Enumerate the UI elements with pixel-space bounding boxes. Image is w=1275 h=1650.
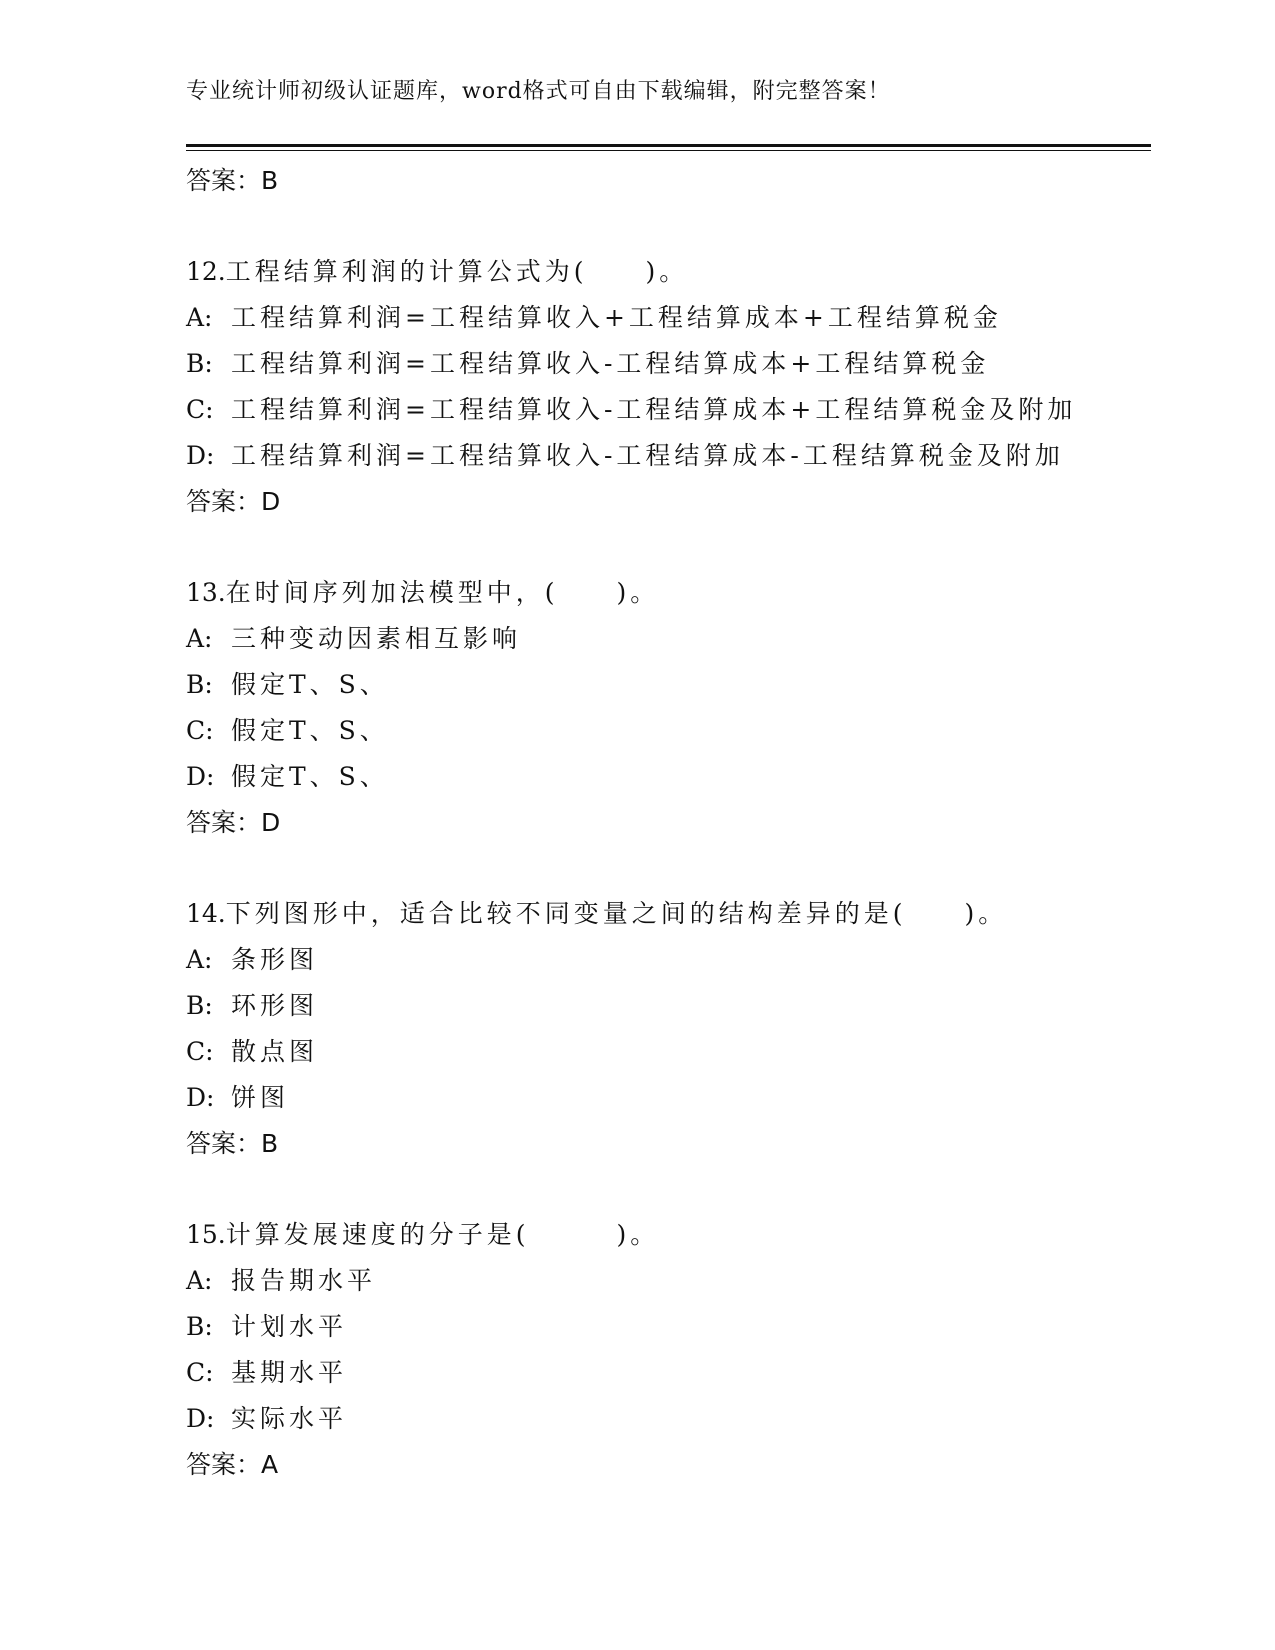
question-number: 12. [186, 257, 226, 286]
option-b [186, 662, 1151, 708]
option-text: 计划水平 [231, 1312, 348, 1341]
question-block [186, 1212, 1151, 1488]
option-text: 假定T、S、 [231, 716, 389, 745]
question-number: 14. [186, 899, 226, 928]
option-key: B: [186, 991, 213, 1020]
option-a [186, 1258, 1151, 1304]
question-answer [186, 479, 1151, 525]
answer-value: D [261, 808, 281, 837]
option-text: 实际水平 [231, 1404, 348, 1433]
header-rule-thick [186, 144, 1151, 147]
page-header: 专业统计师初级认证题库，word格式可自由下载编辑，附完整答案！ [186, 79, 891, 104]
option-d [186, 1396, 1151, 1442]
option-b [186, 341, 1151, 387]
option-text: 工程结算利润=工程结算收入-工程结算成本+工程结算税金 [231, 349, 990, 378]
option-key: D: [186, 441, 215, 470]
previous-answer [186, 158, 1151, 204]
question-answer [186, 800, 1151, 846]
option-key: C: [186, 1358, 214, 1387]
answer-label: 答案： [186, 487, 262, 516]
question-block [186, 570, 1151, 846]
option-a [186, 937, 1151, 983]
option-text: 工程结算利润=工程结算收入-工程结算成本+工程结算税金及附加 [231, 395, 1077, 424]
question-text: 计算发展速度的分子是( )。 [225, 1220, 660, 1249]
option-a [186, 616, 1151, 662]
question-text: 下列图形中，适合比较不同变量之间的结构差异的是( )。 [225, 899, 1008, 928]
spacer [186, 525, 1151, 570]
option-key: B: [186, 349, 213, 378]
answer-label: 答案： [186, 808, 262, 837]
spacer [186, 1167, 1151, 1212]
question-text: 工程结算利润的计算公式为( )。 [225, 257, 689, 286]
spacer [186, 204, 1151, 249]
option-b [186, 1304, 1151, 1350]
option-text: 散点图 [231, 1037, 319, 1066]
option-text: 基期水平 [231, 1358, 348, 1387]
question-answer [186, 1121, 1151, 1167]
question-stem [186, 249, 1151, 295]
question-text: 在时间序列加法模型中，( )。 [225, 578, 660, 607]
question-answer [186, 1442, 1151, 1488]
option-key: A: [186, 1266, 213, 1295]
question-block [186, 249, 1151, 525]
option-key: B: [186, 670, 213, 699]
option-d [186, 433, 1151, 479]
answer-value: D [261, 487, 281, 516]
question-stem [186, 1212, 1151, 1258]
option-key: A: [186, 624, 213, 653]
header-rule-thin [186, 150, 1151, 151]
option-c [186, 708, 1151, 754]
answer-value: B [261, 1129, 279, 1158]
spacer [186, 846, 1151, 891]
option-d [186, 754, 1151, 800]
answer-value: B [261, 166, 279, 195]
option-key: A: [186, 303, 213, 332]
question-number: 13. [186, 578, 226, 607]
option-text: 三种变动因素相互影响 [231, 624, 522, 653]
option-b [186, 983, 1151, 1029]
question-number: 15. [186, 1220, 226, 1249]
answer-label: 答案： [186, 1129, 262, 1158]
option-key: D: [186, 762, 215, 791]
answer-label: 答案： [186, 166, 262, 195]
option-text: 工程结算利润=工程结算收入-工程结算成本-工程结算税金及附加 [231, 441, 1064, 470]
option-key: A: [186, 945, 213, 974]
answer-label: 答案： [186, 1450, 262, 1479]
option-key: C: [186, 395, 214, 424]
option-key: C: [186, 1037, 214, 1066]
option-text: 环形图 [231, 991, 319, 1020]
question-block [186, 891, 1151, 1167]
question-stem [186, 891, 1151, 937]
option-key: C: [186, 716, 214, 745]
option-text: 工程结算利润=工程结算收入+工程结算成本+工程结算税金 [231, 303, 1002, 332]
option-d [186, 1075, 1151, 1121]
option-text: 条形图 [231, 945, 319, 974]
option-text: 饼图 [231, 1083, 290, 1112]
option-c [186, 1350, 1151, 1396]
option-c [186, 1029, 1151, 1075]
option-a [186, 295, 1151, 341]
option-key: D: [186, 1404, 215, 1433]
option-c [186, 387, 1151, 433]
option-key: D: [186, 1083, 215, 1112]
option-text: 报告期水平 [231, 1266, 377, 1295]
option-key: B: [186, 1312, 213, 1341]
answer-value: A [261, 1450, 279, 1479]
question-list [186, 158, 1151, 1488]
option-text: 假定T、S、 [231, 762, 389, 791]
option-text: 假定T、S、 [231, 670, 389, 699]
question-stem [186, 570, 1151, 616]
